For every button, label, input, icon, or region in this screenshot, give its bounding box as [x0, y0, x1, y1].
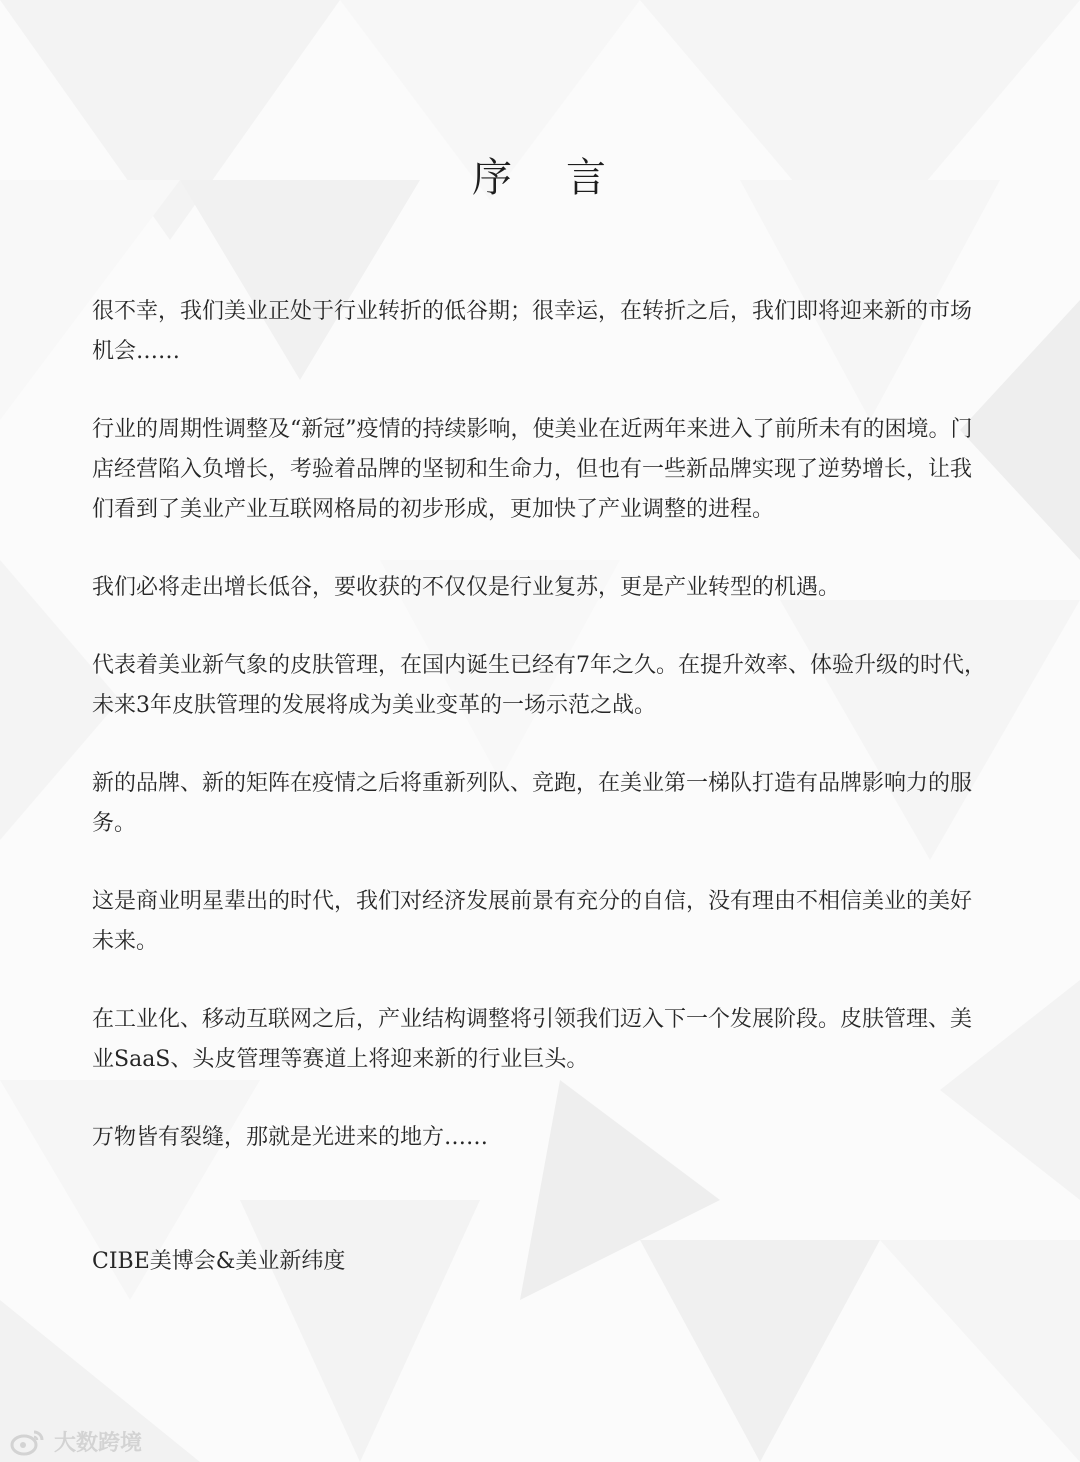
- watermark: [10, 1426, 142, 1457]
- signature: CIBE美博会&美业新纬度: [92, 1249, 346, 1274]
- title-char-2: 言: [566, 155, 608, 201]
- preface-body: [92, 292, 992, 1196]
- paragraph-5: 新的品牌、新的矩阵在疫情之后将重新列队、竞跑，在美业第一梯队打造有品牌影响力的服务。: [92, 771, 973, 836]
- paragraph-2: 行业的周期性调整及“新冠”疫情的持续影响，使美业在近两年来进入了前所未有的困境。门店经营陷入负增长，考验着品牌的坚韧和生命力，但也有一些新品牌实现了逆势增长，让我们看到了美业产业互联网格局的初步形成，更加快了产业调整的进程。: [92, 417, 973, 522]
- paragraph-1: 很不幸，我们美业正处于行业转折的低谷期；很幸运，在转折之后，我们即将迎来新的市场机会……: [92, 299, 973, 364]
- watermark-text: 大数跨境: [54, 1431, 143, 1456]
- weibo-logo-icon: [10, 1428, 46, 1456]
- title-char-1: 序: [472, 155, 514, 201]
- paragraph-8: 万物皆有裂缝，那就是光进来的地方……: [92, 1125, 489, 1150]
- page-title: [0, 150, 1080, 206]
- paragraph-3: 我们必将走出增长低谷，要收获的不仅仅是行业复苏，更是产业转型的机遇。: [92, 575, 841, 600]
- paragraph-7: 在工业化、移动互联网之后，产业结构调整将引领我们迈入下一个发展阶段。皮肤管理、美业SaaS、头皮管理等赛道上将迎来新的行业巨头。: [92, 1007, 973, 1072]
- paragraph-6: 这是商业明星辈出的时代，我们对经济发展前景有充分的自信，没有理由不相信美业的美好未来。: [92, 889, 973, 954]
- paragraph-4: 代表着美业新气象的皮肤管理，在国内诞生已经有7年之久。在提升效率、体验升级的时代，未来3年皮肤管理的发展将成为美业变革的一场示范之战。: [92, 653, 987, 718]
